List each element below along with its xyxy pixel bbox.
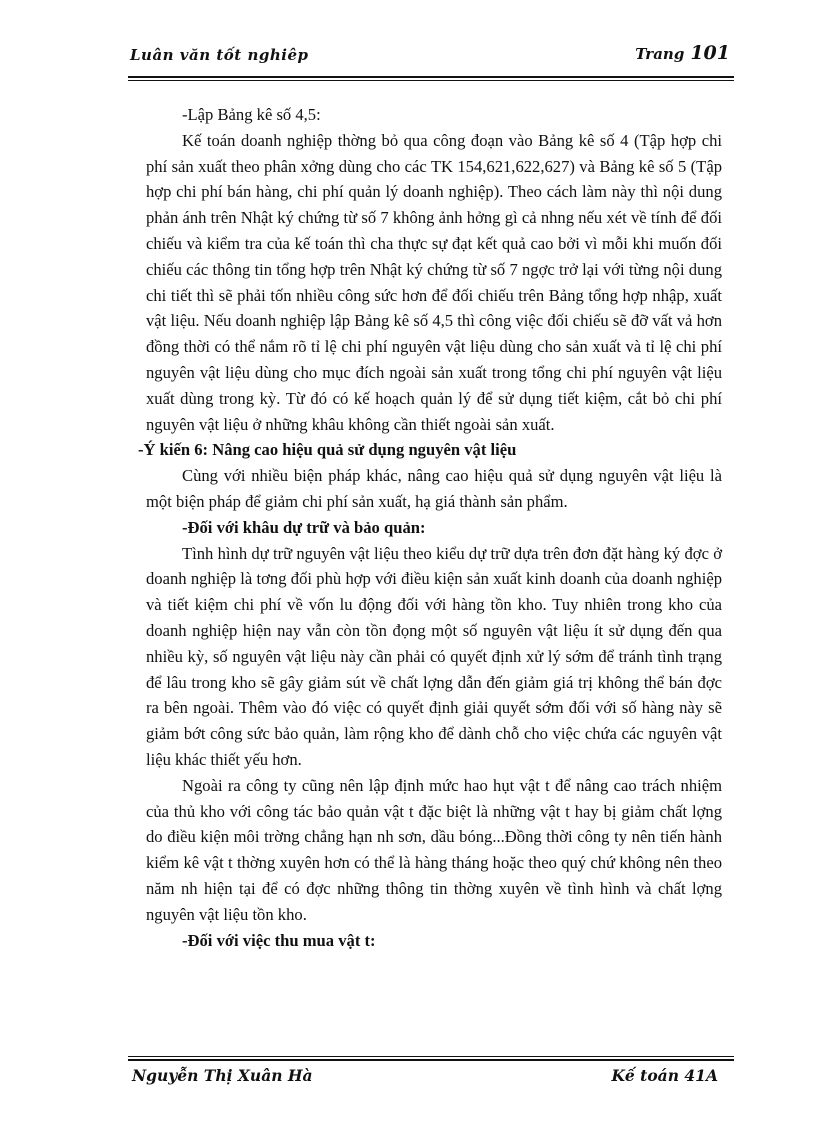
paragraph-intro: Cùng với nhiều biện pháp khác, nâng cao hiệu quả sử dụng nguyên vật liệu là một biện pháp để giảm chi phí sản xuất, hạ giá thành sản phẩm.	[146, 466, 722, 511]
header-rule-thick	[128, 76, 734, 78]
footer-author: Nguyễn Thị Xuân Hà	[132, 1066, 313, 1085]
header-page	[635, 42, 730, 64]
page-label: Trang	[635, 45, 685, 63]
header-title: Luân văn tốt nghiêp	[130, 46, 309, 64]
footer-rule-thin	[128, 1056, 734, 1057]
page-number: 101	[690, 42, 730, 64]
footer-class: Kế toán 41A	[611, 1066, 718, 1085]
section-heading-y-kien-6: -Ý kiến 6: Nâng cao hiệu quả sử dụng nguyên vật liệu	[138, 440, 517, 460]
document-body	[138, 102, 722, 953]
footer-rule-thick	[128, 1059, 734, 1061]
page-header	[128, 40, 734, 74]
subheading-du-tru: -Đối với khâu dự trữ và bảo quản:	[182, 517, 426, 537]
paragraph-du-tru: Tình hình dự trữ nguyên vật liệu theo kiểu dự trữ dựa trên đơn đặt hàng ký đợc ở doanh nghiệp là tơng đối phù hợp với điều kiện sản xuất kinh doanh của doanh nghiệp và tiết kiệm chi phí về vốn lu động đối với hàng tồn kho. Tuy nhiên trong kho của doanh nghiệp hiện nay vẫn còn tồn đọng một số nguyên vật liệu ít sử dụng đến qua nhiều kỳ, số nguyên vật liệu này cần phải có quyết định xử lý sớm để tránh tình trạng để lâu trong kho sẽ gây giảm sút về chất lợng dẫn đến giảm giá trị không thể bán đợc ra bên ngoài. Thêm vào đó việc có quyết định giải quyết sớm đối với số hàng này sẽ giảm bớt công sức bảo quản, làm rộng kho để dành chỗ cho việc chứa các nguyên vật liệu khác thiết yếu hơn.	[146, 543, 722, 769]
paragraph-bang-ke: Kế toán doanh nghiệp thờng bỏ qua công đoạn vào Bảng kê số 4 (Tập hợp chi phí sản xuất theo phân xởng dùng cho các TK 154,621,622,627) và Bảng kê số 5 (Tập hợp chi phí bán hàng, chi phí quản lý doanh nghiệp). Theo cách làm này thì nội dung phản ánh trên Nhật ký chứng từ số 7 không ảnh hởng gì cả nhng nếu xét về tính để đối chiếu và kiểm tra của kế toán thì cha thực sự đạt kết quả cao bởi vì mỗi khi muốn đối chiếu các thông tin tổng hợp trên Nhật ký chứng từ số 7 ngợc trở lại với từng nội dung chi tiết thì sẽ phải tốn nhiều công sức hơn để đối chiếu trên Bảng tổng hợp nhập, xuất vật liệu. Nếu doanh nghiệp lập Bảng kê số 4,5 thì công việc đối chiếu sẽ đỡ vất vả hơn đồng thời có thể nắm rõ tỉ lệ chi phí nguyên vật liệu dùng cho sản xuất và tỉ lệ chi phí nguyên vật liệu dùng cho mục đích ngoài sản xuất trong tổng chi phí nguyên vật liệu xuất dùng trong kỳ. Từ đó có kế hoạch quản lý để sử dụng tiết kiệm, cắt bỏ chi phí nguyên vật liệu ở những khâu không cần thiết ngoài sản xuất.	[146, 130, 722, 434]
page-footer	[128, 1062, 734, 1092]
subheading-thu-mua: -Đối với việc thu mua vật t:	[182, 930, 376, 950]
section-heading-bang-ke: -Lập Bảng kê số 4,5:	[182, 105, 321, 124]
header-rule-thin	[128, 80, 734, 81]
paragraph-dinh-muc: Ngoài ra công ty cũng nên lập định mức hao hụt vật t để nâng cao trách nhiệm của thủ kho với công tác bảo quản vật t đặc biệt là những vật t hay bị giảm chất lợng do điều kiện môi trờng chẳng hạn nh sơn, dầu bóng...Đồng thời công ty nên tiến hành kiểm kê vật t thờng xuyên hơn có thể là hàng tháng hoặc theo quý chứ không nên theo năm nh hiện tại để có đợc những thông tin thờng xuyên về tình hình và chất lợng nguyên vật liệu tồn kho.	[146, 775, 722, 924]
